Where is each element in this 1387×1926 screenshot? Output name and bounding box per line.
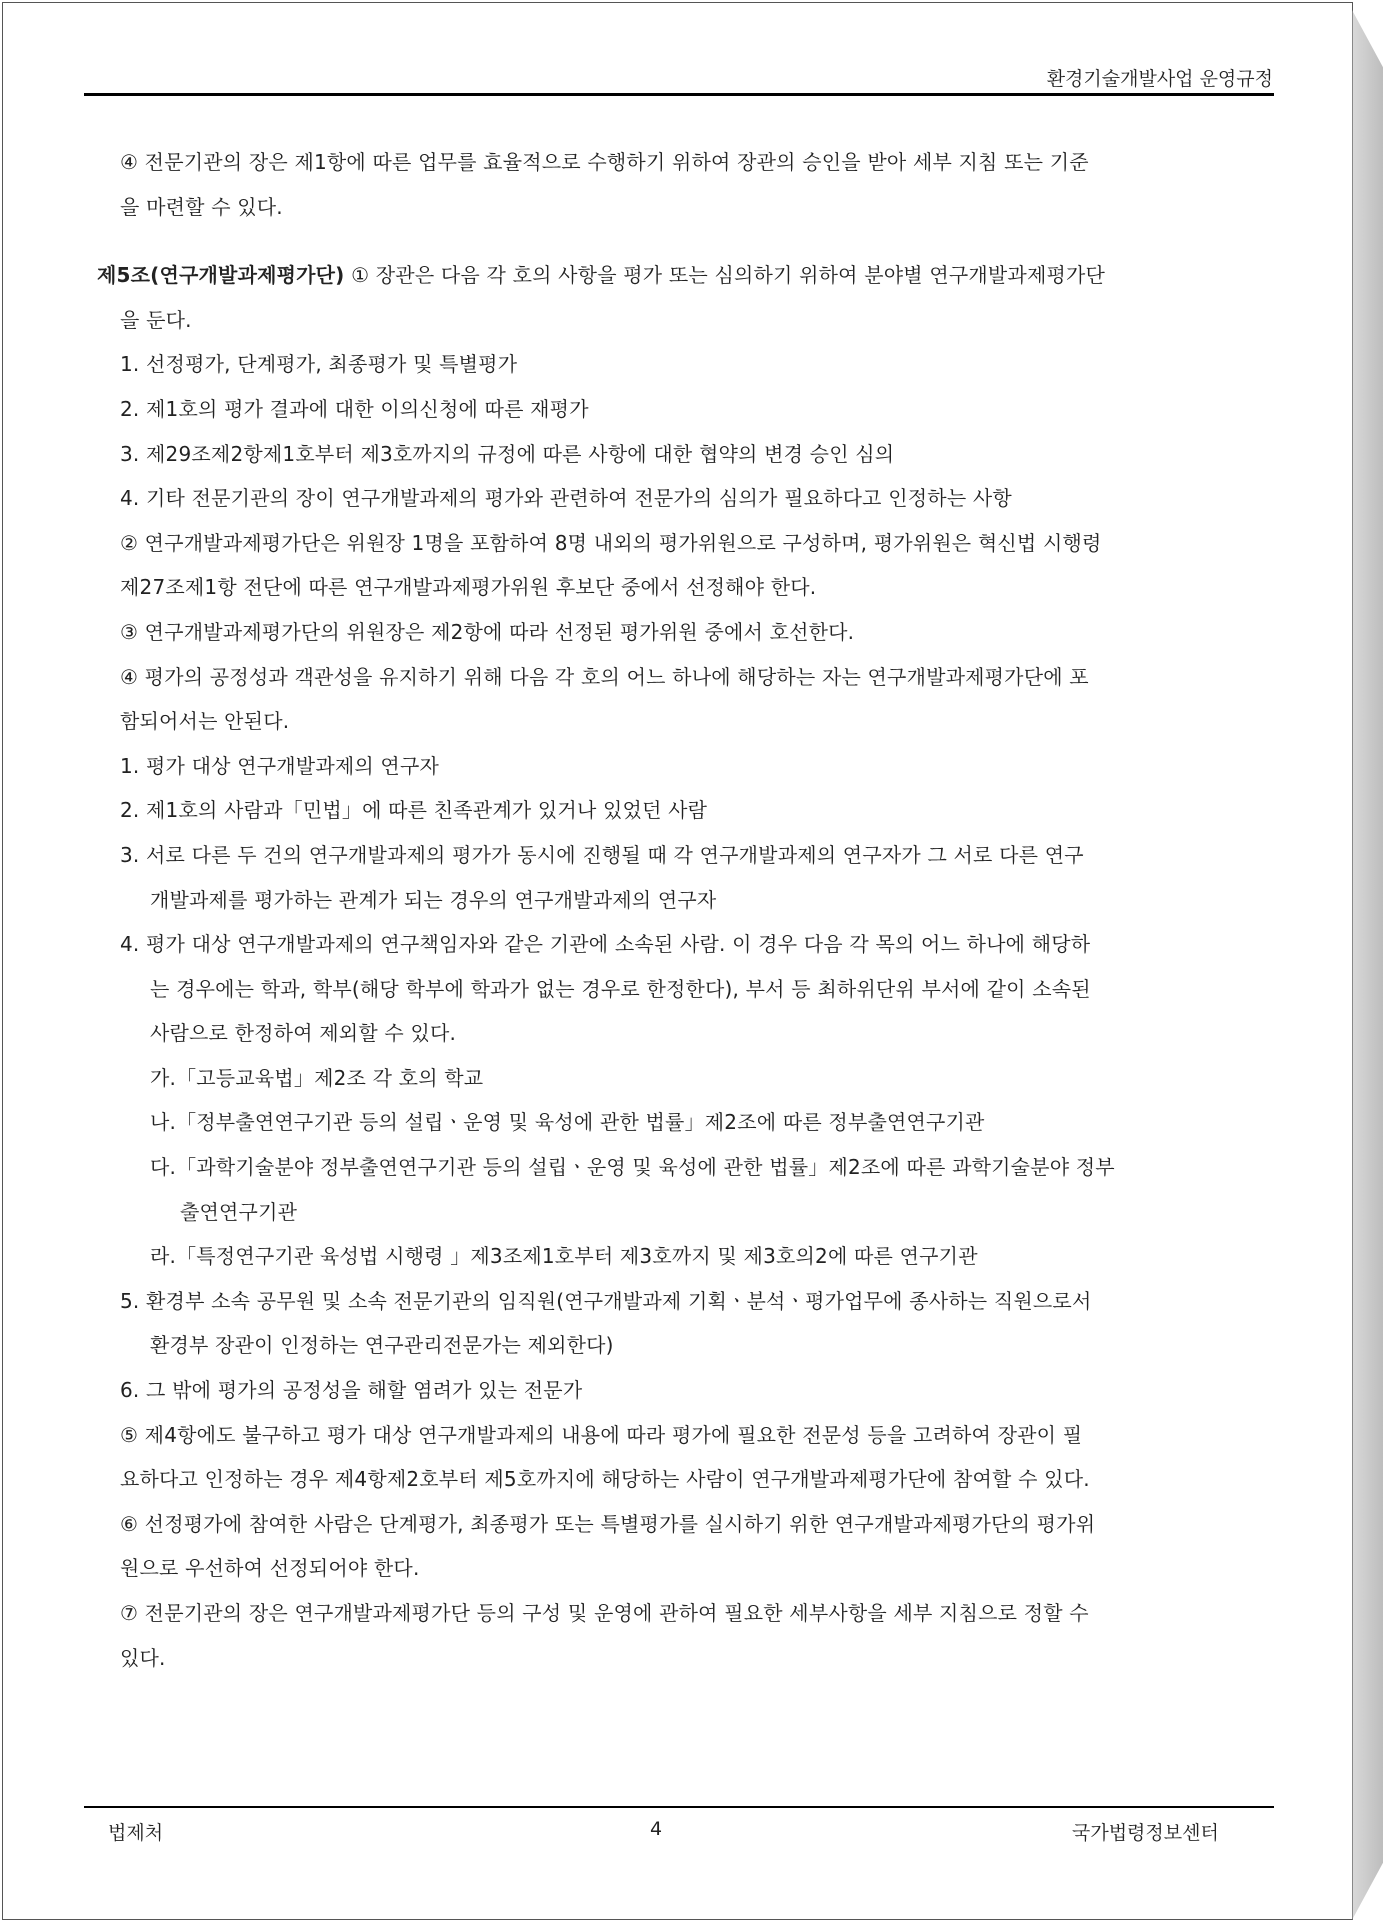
paragraph-line: ⑤ 제4항에도 불구하고 평가 대상 연구개발과제의 내용에 따라 평가에 필요한 전문성 등을 고려하여 장관이 필 — [120, 1422, 1083, 1447]
list-item-continuation: 는 경우에는 학과, 학부(해당 학부에 학과가 없는 경우로 한정한다), 부서 등 최하위단위 부서에 같이 소속된 — [150, 976, 1091, 1001]
page-edge-shadow — [1352, 10, 1383, 1920]
document-body — [97, 140, 1276, 1680]
footer-publisher: 법제처 — [108, 1822, 164, 1844]
sub-item: 가.「고등교육법」제2조 각 호의 학교 — [150, 1065, 484, 1090]
paragraph-line: ④ 전문기관의 장은 제1항에 따른 업무를 효율적으로 수행하기 위하여 장관의 승인을 받아 세부 지침 또는 기준 — [120, 150, 1089, 174]
list-item: 3. 제29조제2항제1호부터 제3호까지의 규정에 따른 사항에 대한 협약의 변경 승인 심의 — [120, 441, 895, 466]
list-item: 2. 제1호의 사람과「민법」에 따른 친족관계가 있거나 있었던 사람 — [120, 798, 708, 823]
list-item: 2. 제1호의 평가 결과에 대한 이의신청에 따른 재평가 — [120, 396, 589, 421]
footer-source: 국가법령정보센터 — [1072, 1822, 1219, 1844]
paragraph-line: ⑥ 선정평가에 참여한 사람은 단계평가, 최종평가 또는 특별평가를 실시하기 위한 연구개발과제평가단의 평가위 — [120, 1511, 1096, 1536]
list-item: 4. 평가 대상 연구개발과제의 연구책임자와 같은 기관에 소속된 사람. 이 경우 다음 각 목의 어느 하나에 해당하 — [120, 932, 1091, 957]
article-heading: 제5조(연구개발과제평가단) — [97, 263, 345, 288]
list-item-continuation: 환경부 장관이 인정하는 연구관리전문가는 제외한다) — [150, 1333, 614, 1358]
paragraph-line: 요하다고 인정하는 경우 제4항제2호부터 제5호까지에 해당하는 사람이 연구개발과제평가단에 참여할 수 있다. — [120, 1467, 1090, 1492]
list-item-continuation: 개발과제를 평가하는 관계가 되는 경우의 연구개발과제의 연구자 — [150, 887, 717, 912]
list-item: 6. 그 밖에 평가의 공정성을 해할 염려가 있는 전문가 — [120, 1378, 583, 1403]
sub-item: 다.「과학기술분야 정부출연연구기관 등의 설립ㆍ운영 및 육성에 관한 법률」제2조에 따른 과학기술분야 정부 — [150, 1155, 1115, 1180]
article-text: ① 장관은 다음 각 호의 사항을 평가 또는 심의하기 위하여 분야별 연구개발과제평가단 — [344, 263, 1106, 288]
paragraph-line: 원으로 우선하여 선정되어야 한다. — [120, 1556, 420, 1581]
paragraph-line: 제27조제1항 전단에 따른 연구개발과제평가위원 후보단 중에서 선정해야 한다. — [120, 575, 817, 600]
paragraph-line: 을 마련할 수 있다. — [120, 194, 283, 219]
paragraph-line: ② 연구개발과제평가단은 위원장 1명을 포함하여 8명 내외의 평가위원으로 구성하며, 평가위원은 혁신법 시행령 — [120, 530, 1102, 555]
list-item: 5. 환경부 소속 공무원 및 소속 전문기관의 임직원(연구개발과제 기획ㆍ분석ㆍ평가업무에 종사하는 직원으로서 — [120, 1288, 1092, 1313]
list-item: 3. 서로 다른 두 건의 연구개발과제의 평가가 동시에 진행될 때 각 연구개발과제의 연구자가 그 서로 다른 연구 — [120, 842, 1084, 867]
list-item: 4. 기타 전문기관의 장이 연구개발과제의 평가와 관련하여 전문가의 심의가 필요하다고 인정하는 사항 — [120, 486, 1012, 511]
header-rule — [84, 93, 1274, 96]
sub-item: 라.「특정연구기관 육성법 시행령 」제3조제1호부터 제3호까지 및 제3호의2에 따른 연구기관 — [150, 1244, 978, 1269]
list-item: 1. 평가 대상 연구개발과제의 연구자 — [120, 753, 439, 778]
list-item-continuation: 사람으로 한정하여 제외할 수 있다. — [150, 1021, 457, 1046]
paragraph-line: ④ 평가의 공정성과 객관성을 유지하기 위해 다음 각 호의 어느 하나에 해당하는 자는 연구개발과제평가단에 포 — [120, 664, 1089, 689]
footer-rule — [84, 1806, 1274, 1808]
paragraph-line: ③ 연구개발과제평가단의 위원장은 제2항에 따라 선정된 평가위원 중에서 호선한다. — [120, 619, 855, 644]
paragraph-line: 함되어서는 안된다. — [120, 709, 290, 734]
sub-item: 나.「정부출연연구기관 등의 설립ㆍ운영 및 육성에 관한 법률」제2조에 따른 정부출연연구기관 — [150, 1110, 985, 1135]
paragraph-line: 을 둔다. — [120, 307, 192, 332]
article-5-line — [97, 253, 1273, 298]
list-item: 1. 선정평가, 단계평가, 최종평가 및 특별평가 — [120, 352, 518, 377]
paragraph-line: ⑦ 전문기관의 장은 연구개발과제평가단 등의 구성 및 운영에 관하여 필요한 세부사항을 세부 지침으로 정할 수 — [120, 1601, 1089, 1625]
page-number: 4 — [650, 1818, 663, 1840]
paragraph-line: 있다. — [120, 1645, 166, 1670]
document-title: 환경기술개발사업 운영규정 — [1046, 68, 1273, 90]
sub-item-continuation: 출연연구기관 — [180, 1199, 298, 1224]
